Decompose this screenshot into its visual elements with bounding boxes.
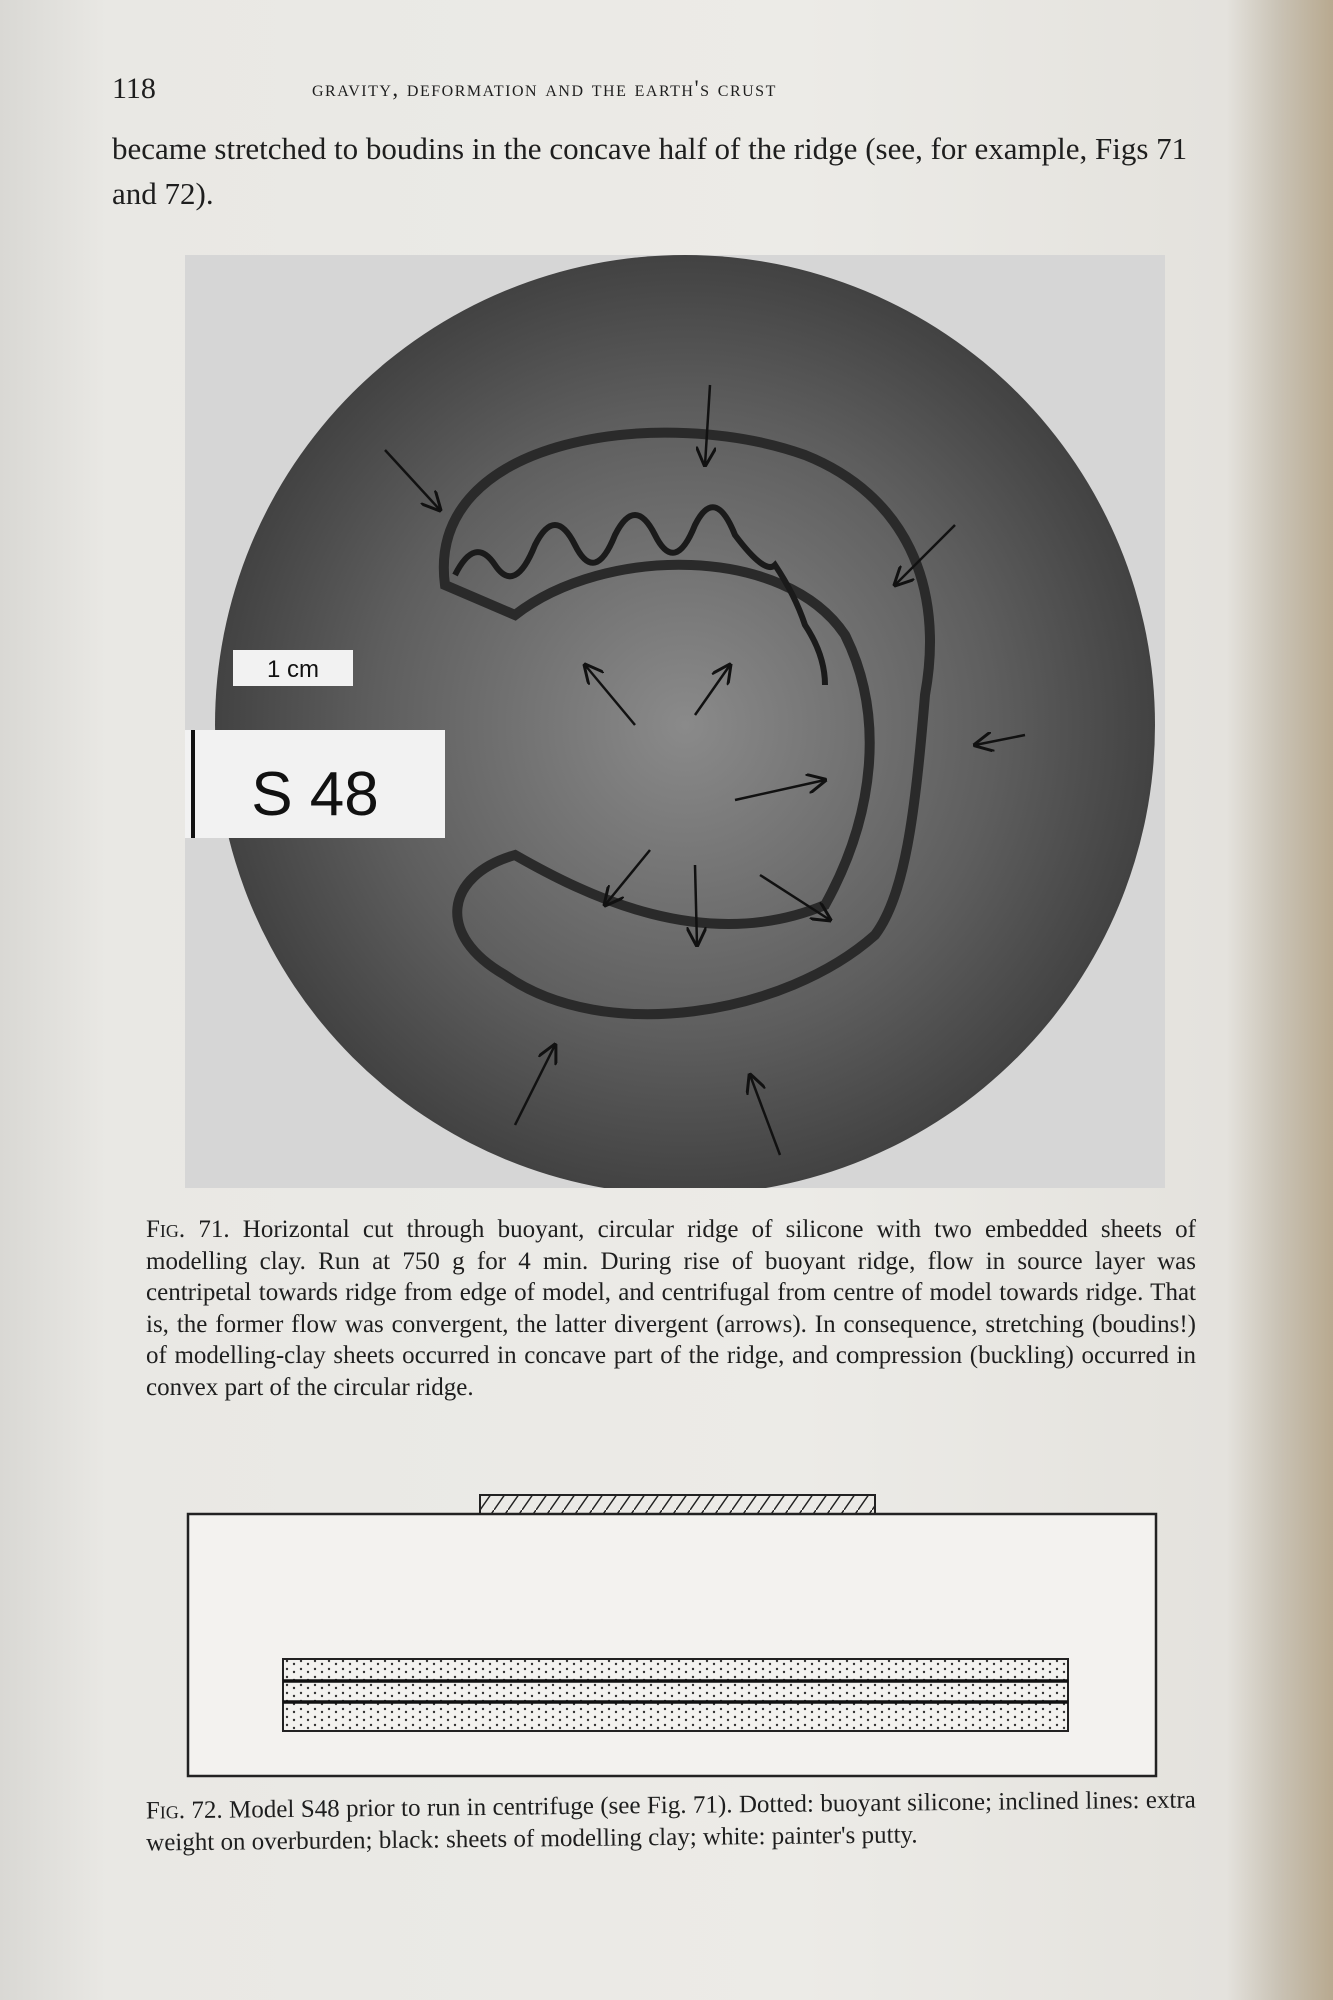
running-head: gravity, deformation and the earth's crust bbox=[312, 76, 777, 101]
figure-71-caption bbox=[146, 1214, 1196, 1403]
page-number: 118 bbox=[112, 72, 156, 105]
body-text: became stretched to boudins in the concave half of the ridge (see, for example, Figs 71 and 72). bbox=[112, 131, 1188, 211]
sample-label: S 48 bbox=[251, 760, 379, 829]
figure-71-photo bbox=[185, 255, 1165, 1188]
extra-weight-layer bbox=[480, 1495, 875, 1515]
silicone-layer bbox=[283, 1659, 1068, 1731]
figure-71-label: Fig. 71. bbox=[146, 1216, 230, 1243]
model-box bbox=[188, 1514, 1156, 1776]
model-disc bbox=[215, 255, 1155, 1188]
figure-72-caption-text: Model S48 prior to run in centrifuge (see Fig. 71). Dotted: buoyant silicone; inclined lines: extra weight on overburden; black: sheets of modelling clay; white: painter's putty. bbox=[146, 1786, 1196, 1856]
scale-bar-label: 1 cm bbox=[266, 656, 320, 683]
page-header bbox=[112, 72, 1052, 112]
figure-72-caption bbox=[146, 1785, 1197, 1859]
figure-72-diagram bbox=[186, 1490, 1161, 1780]
figure-71-caption-text: Horizontal cut through buoyant, circular ridge of silicone with two embedded sheets of modelling clay. Run at 750 g for 4 min. During rise of buoyant ridge, flow in source layer was centripetal towards ridge from edge of model, and centrifugal from centre of model towards ridge. That is, the former flow was convergent, the latter divergent (arrows). In consequence, stretching (boudins!) of modelling-clay sheets occurred in concave part of the ridge, and compression (buckling) occurred in convex part of the circular ridge. bbox=[146, 1216, 1196, 1401]
figure-72-label: Fig. 72. bbox=[145, 1796, 223, 1825]
